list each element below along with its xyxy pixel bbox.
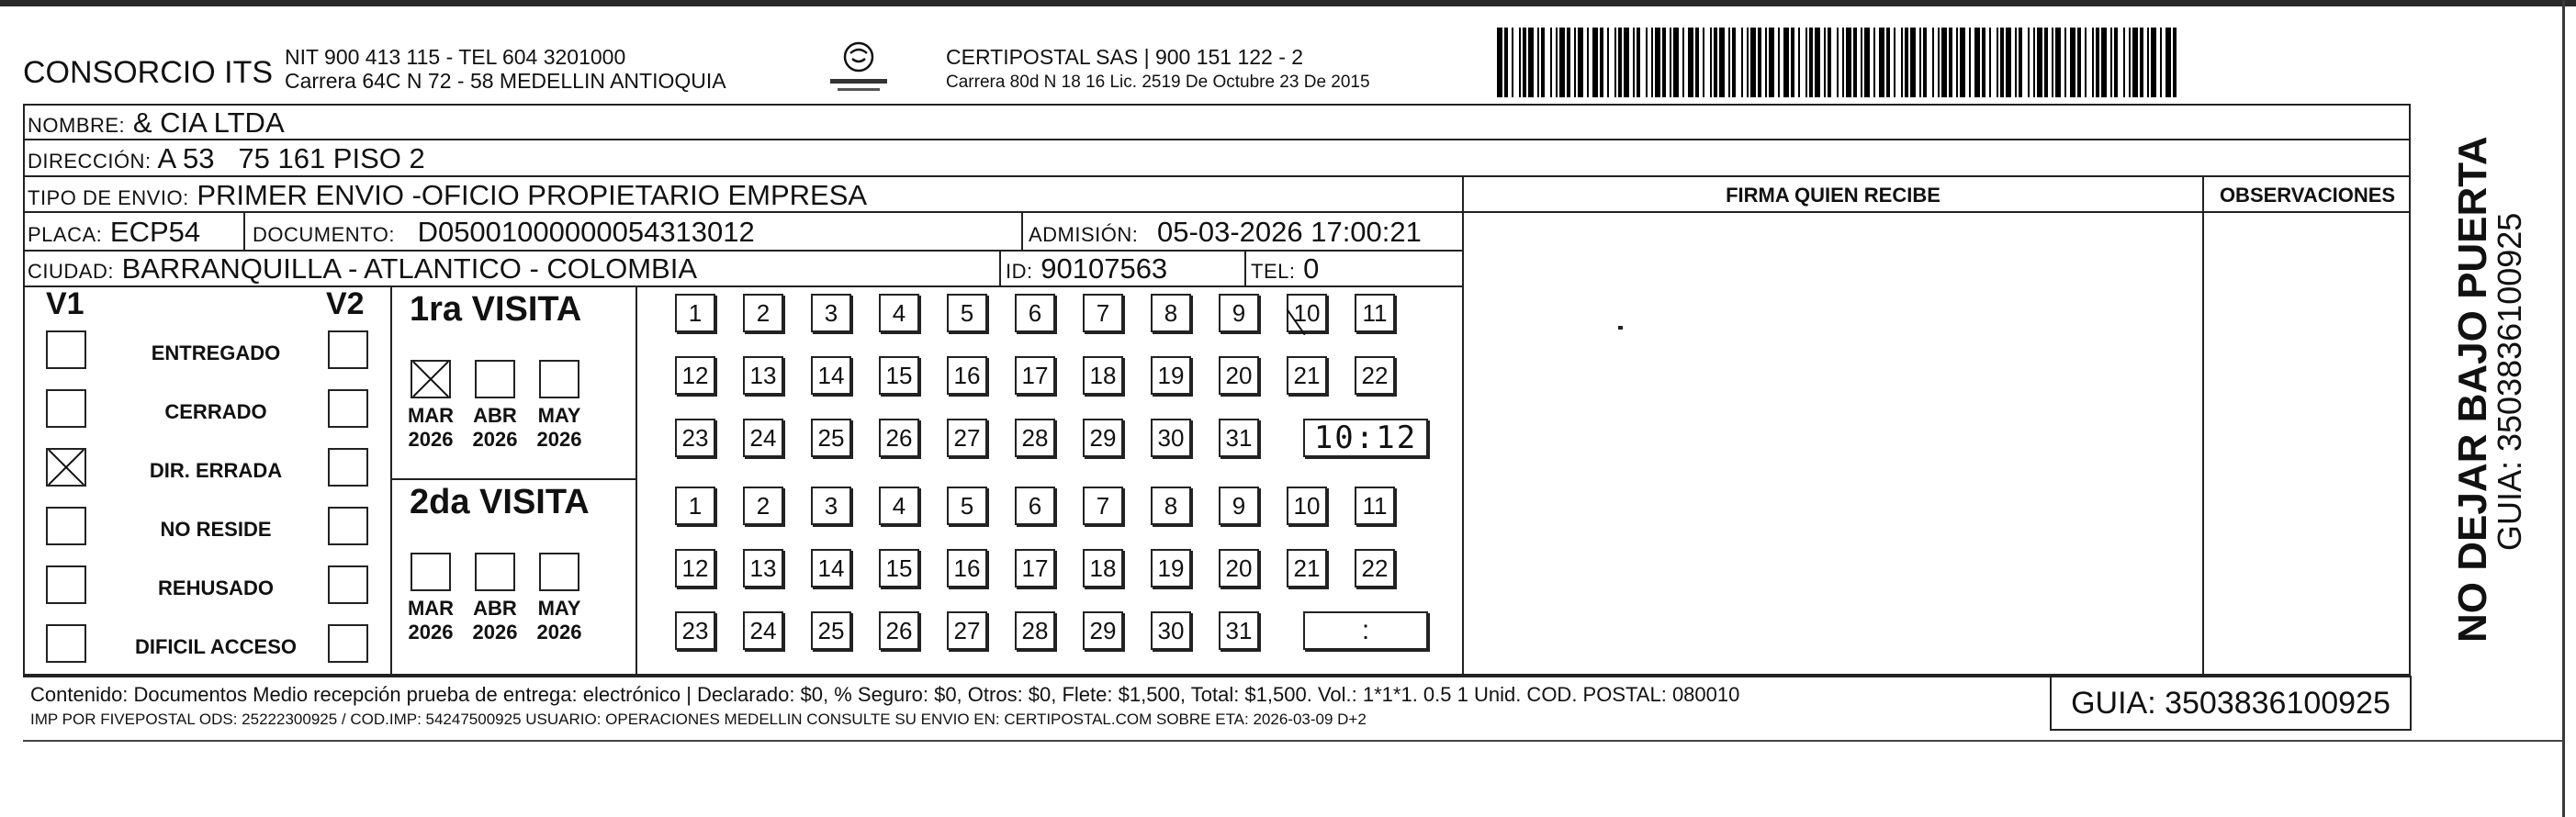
status-label: DIFICIL ACCESO [134,635,297,658]
day-box[interactable]: 9 [1219,294,1259,332]
day-box[interactable]: 30 [1151,419,1191,457]
ciudad-value: BARRANQUILLA - ATLANTICO - COLOMBIA [121,252,698,285]
v1-checkbox[interactable] [46,448,86,487]
day-box[interactable]: 7 [1083,294,1123,332]
tel-value: 0 [1303,252,1320,285]
v2-checkbox[interactable] [328,565,368,604]
day-box[interactable]: 12 [675,356,715,395]
ciudad-cell: CIUDAD: BARRANQUILLA - ATLANTICO - COLOMBIA [28,252,698,285]
day-box[interactable]: 1 [675,487,715,525]
company-name: CONSORCIO ITS [23,55,274,90]
day-box[interactable]: 28 [1015,419,1055,457]
v2-checkbox[interactable] [328,389,368,428]
day-box[interactable]: 11 [1355,487,1395,525]
barcode [1497,28,2180,97]
bottom-rule [23,740,2563,742]
time-box[interactable]: 10:12 [1303,419,1428,457]
day-box[interactable]: 22 [1355,549,1395,588]
v2-checkbox[interactable] [328,330,368,369]
day-box[interactable]: 10 [1287,487,1327,525]
nit-line: NIT 900 413 115 - TEL 604 3201000 [285,45,626,69]
day-box[interactable]: 31 [1219,419,1259,457]
tel-cell: TEL: 0 [1251,252,1320,285]
day-box[interactable]: 3 [811,487,851,525]
direccion-value: A 53 75 161 PISO 2 [157,142,425,174]
imp-line: IMP POR FIVEPOSTAL ODS: 25222300925 / COD.IMP: 54247500925 USUARIO: OPERACIONES MEDELLIN CONSULTE SU ENVIO EN: CERTIPOSTAL.COM SOBRE ETA: 2026-03-09 D+2 [30,711,1367,728]
day-box[interactable]: 16 [947,549,987,588]
month-label: MAR 2026 [407,597,455,644]
status-label: ENTREGADO [151,341,281,364]
day-box[interactable]: 2 [743,487,783,525]
day-box[interactable]: 16 [947,356,987,395]
day-box[interactable]: 9 [1219,487,1259,525]
placa-value: ECP54 [109,216,201,248]
nombre-value: & CIA LTDA [132,106,285,139]
month-checkbox[interactable] [539,360,579,398]
day-box[interactable]: 5 [947,487,987,525]
day-box[interactable]: 15 [879,549,919,588]
nombre-row: NOMBRE: & CIA LTDA [28,106,285,139]
day-box[interactable]: 13 [743,356,783,395]
status-label: REHUSADO [158,576,274,599]
day-box[interactable]: 18 [1083,549,1123,588]
day-box[interactable]: 1 [675,294,715,332]
direccion-row: DIRECCIÓN: A 53 75 161 PISO 2 [28,142,425,174]
day-box[interactable]: 23 [675,611,715,650]
day-box[interactable]: 2 [743,294,783,332]
month-label: ABR 2026 [472,404,518,451]
time-box[interactable]: : [1303,611,1428,650]
day-box[interactable]: 18 [1083,356,1123,395]
placa-cell: PLACA: ECP54 [28,216,201,248]
day-box[interactable]: 17 [1015,549,1055,588]
day-box[interactable]: 26 [879,419,919,457]
day-box[interactable]: 11 [1355,294,1395,332]
day-box[interactable]: 21 [1287,356,1327,395]
v1-checkbox[interactable] [46,624,86,663]
carrier-line: CERTIPOSTAL SAS | 900 151 122 - 2 [946,45,1304,69]
month-checkbox[interactable] [539,553,579,591]
v1-label: V1 [46,286,84,321]
day-box[interactable]: 20 [1219,356,1259,395]
day-box[interactable]: 24 [743,419,783,457]
day-box[interactable]: 19 [1151,549,1191,588]
tipo-envio-row: TIPO DE ENVIO: PRIMER ENVIO -OFICIO PROPIETARIO EMPRESA [28,179,868,211]
visit-title: 1ra VISITA [410,290,582,329]
day-box[interactable]: 26 [879,611,919,650]
day-box[interactable]: 24 [743,611,783,650]
day-box[interactable]: 20 [1219,549,1259,588]
tipo-envio-value: PRIMER ENVIO -OFICIO PROPIETARIO EMPRESA [197,179,868,211]
month-label: MAR 2026 [407,404,455,451]
v2-checkbox[interactable] [328,448,368,487]
day-box[interactable]: 10 [1287,294,1327,332]
observaciones-header: OBSERVACIONES [2219,184,2396,207]
day-box[interactable]: 19 [1151,356,1191,395]
signature-mark [1618,326,1623,330]
day-box[interactable]: 7 [1083,487,1123,525]
v2-checkbox[interactable] [328,624,368,663]
day-box[interactable]: 5 [947,294,987,332]
guia-box: GUIA: 3503836100925 [2050,676,2412,731]
day-box[interactable]: 21 [1287,549,1327,588]
day-box[interactable]: 4 [879,487,919,525]
status-label: CERRADO [164,400,267,423]
license-line: Carrera 80d N 18 16 Lic. 2519 De Octubre 23 De 2015 [946,73,1370,92]
month-checkbox[interactable] [475,360,515,398]
day-box[interactable]: 27 [947,611,987,650]
v1-checkbox[interactable] [46,330,86,369]
visit-title: 2da VISITA [410,483,590,521]
admision-value: 05-03-2026 17:00:21 [1157,216,1422,248]
day-box[interactable]: 4 [879,294,919,332]
status-label: DIR. ERRADA [149,459,283,482]
no-dejar-bajo-puerta: NO DEJAR BAJO PUERTA [2450,136,2495,643]
id-cell: ID: 90107563 [1006,252,1168,285]
day-box[interactable]: 25 [811,419,851,457]
month-label: ABR 2026 [472,597,518,644]
day-box[interactable]: 12 [675,549,715,588]
month-checkbox[interactable] [411,360,451,398]
day-box[interactable]: 29 [1083,419,1123,457]
status-label: NO RESIDE [160,518,272,541]
documento-value: D05001000000054313012 [417,216,755,248]
certipostal-logo-icon [827,39,891,99]
guia-vertical: GUIA: 3503836100925 [2491,212,2528,551]
day-box[interactable]: 31 [1219,611,1259,650]
month-label: MAY 2026 [536,597,582,644]
day-box[interactable]: 29 [1083,611,1123,650]
day-box[interactable]: 28 [1015,611,1055,650]
v2-label: V2 [326,286,365,321]
documento-cell: DOCUMENTO: D05001000000054313012 [253,216,755,248]
v1-checkbox[interactable] [46,565,86,604]
day-box[interactable]: 6 [1015,294,1055,332]
right-edge [2562,0,2565,817]
day-box[interactable]: 25 [811,611,851,650]
month-label: MAY 2026 [536,404,582,451]
day-box[interactable]: 14 [811,549,851,588]
day-box[interactable]: 30 [1151,611,1191,650]
day-box[interactable]: 17 [1015,356,1055,395]
admision-cell: ADMISIÓN: 05-03-2026 17:00:21 [1029,216,1422,248]
day-box[interactable]: 23 [675,419,715,457]
day-box[interactable]: 8 [1151,294,1191,332]
firma-header: FIRMA QUIEN RECIBE [1726,184,1940,207]
top-rule [0,0,2576,6]
day-box[interactable]: 8 [1151,487,1191,525]
month-checkbox[interactable] [475,553,515,591]
day-box[interactable]: 14 [811,356,851,395]
day-box[interactable]: 13 [743,549,783,588]
id-value: 90107563 [1041,252,1168,285]
day-box[interactable]: 3 [811,294,851,332]
v1-checkbox[interactable] [46,389,86,428]
day-box[interactable]: 27 [947,419,987,457]
month-checkbox[interactable] [411,553,451,591]
day-box[interactable]: 22 [1355,356,1395,395]
v1-checkbox[interactable] [46,507,86,545]
day-box[interactable]: 6 [1015,487,1055,525]
day-box[interactable]: 15 [879,356,919,395]
v2-checkbox[interactable] [328,507,368,545]
address-line: Carrera 64C N 72 - 58 MEDELLIN ANTIOQUIA [285,69,726,93]
contenido-line: Contenido: Documentos Medio recepción prueba de entrega: electrónico | Declarado: $0, % Seguro: $0, Otros: $0, Flete: $1,500, Total: $1,500. Vol.: 1*1*1. 0.5 1 Unid. COD. POSTAL: 080010 [30,683,1740,706]
